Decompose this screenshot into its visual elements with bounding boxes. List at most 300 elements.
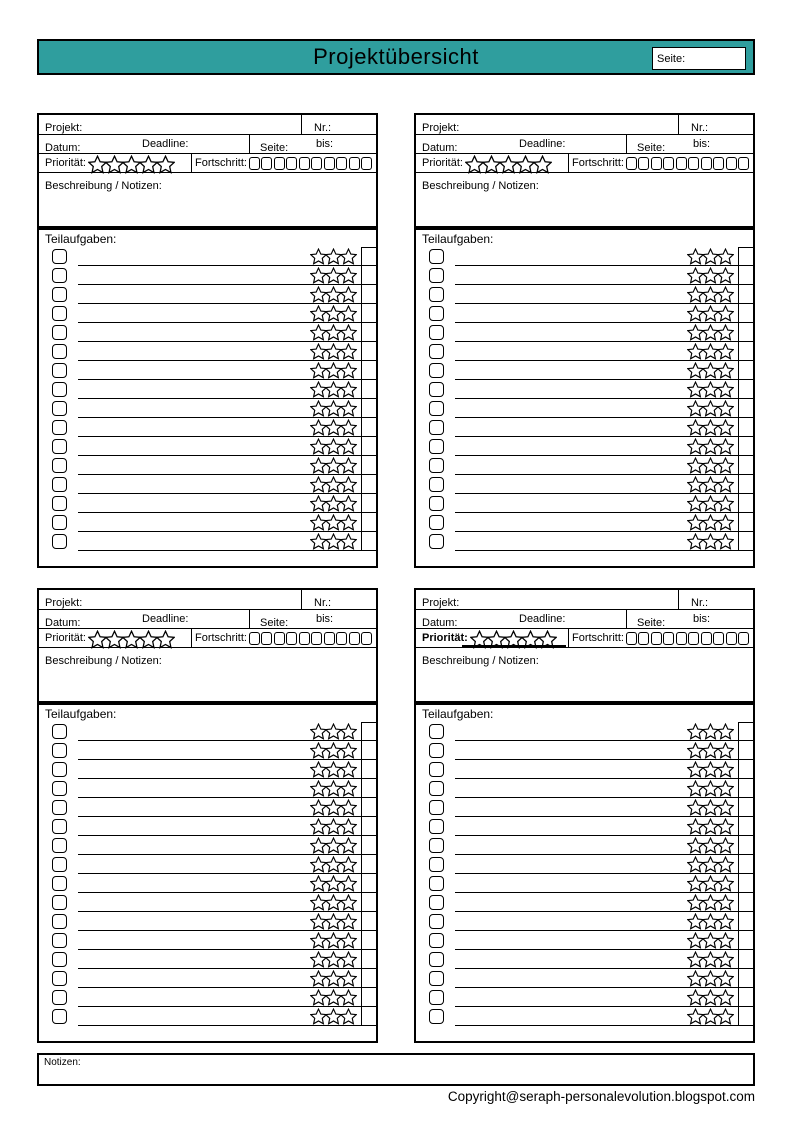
subtask-checkbox[interactable] [52, 401, 67, 416]
description-label: Beschreibung / Notizen: [45, 180, 162, 192]
seite-bis-field[interactable] [626, 610, 753, 628]
subtask-checkbox[interactable] [429, 724, 444, 739]
subtask-done-cell[interactable] [738, 266, 753, 285]
subtask-done-cell[interactable] [361, 380, 376, 399]
subtask-star-rating[interactable] [310, 970, 357, 987]
subtask-checkbox[interactable] [52, 781, 67, 796]
subtask-writing-line[interactable] [455, 550, 739, 551]
subtask-done-cell[interactable] [738, 836, 753, 855]
subtask-done-cell[interactable] [738, 304, 753, 323]
subtask-star-rating[interactable] [310, 362, 357, 379]
progress-checkbox[interactable] [651, 632, 662, 645]
subtask-row [416, 285, 753, 304]
subtask-star-rating[interactable] [687, 343, 734, 360]
subtask-checkbox[interactable] [52, 914, 67, 929]
subtask-done-cell[interactable] [738, 532, 753, 551]
subtask-star-rating[interactable] [687, 780, 734, 797]
subtask-done-cell[interactable] [361, 931, 376, 950]
subtask-done-cell[interactable] [738, 1007, 753, 1026]
subtask-checkbox[interactable] [429, 914, 444, 929]
subtask-done-cell[interactable] [738, 950, 753, 969]
subtask-checkbox[interactable] [429, 268, 444, 283]
subtask-star-rating[interactable] [310, 1008, 357, 1025]
subtask-done-cell[interactable] [738, 418, 753, 437]
subtask-star-rating[interactable] [687, 457, 734, 474]
star-icon [717, 362, 734, 379]
subtask-star-rating[interactable] [687, 286, 734, 303]
subtask-checkbox[interactable] [52, 363, 67, 378]
subtask-checkbox[interactable] [52, 800, 67, 815]
progress-checkbox[interactable] [626, 632, 637, 645]
progress-checkbox[interactable] [274, 632, 285, 645]
subtask-done-cell[interactable] [361, 304, 376, 323]
progress-checkbox[interactable] [274, 157, 285, 170]
subtask-row [416, 266, 753, 285]
subtask-done-cell[interactable] [361, 798, 376, 817]
subtask-row [416, 855, 753, 874]
subtask-star-rating[interactable] [310, 267, 357, 284]
subtask-done-cell[interactable] [361, 532, 376, 551]
subtask-done-cell[interactable] [738, 380, 753, 399]
progress-checkbox[interactable] [676, 632, 687, 645]
subtask-checkbox[interactable] [52, 762, 67, 777]
subtask-done-cell[interactable] [361, 437, 376, 456]
subtask-done-cell[interactable] [738, 456, 753, 475]
subtask-star-rating[interactable] [687, 970, 734, 987]
subtask-done-cell[interactable] [361, 722, 376, 741]
progress-checkbox[interactable] [336, 632, 347, 645]
subtask-done-cell[interactable] [738, 361, 753, 380]
subtask-star-rating[interactable] [310, 913, 357, 930]
subtask-star-rating[interactable] [310, 989, 357, 1006]
subtask-done-cell[interactable] [361, 1007, 376, 1026]
subtask-star-rating[interactable] [687, 761, 734, 778]
subtask-done-cell[interactable] [738, 969, 753, 988]
projekt-field[interactable] [416, 590, 678, 609]
subtask-star-rating[interactable] [310, 457, 357, 474]
subtask-checkbox[interactable] [52, 819, 67, 834]
star-icon [340, 913, 357, 930]
subtask-star-rating[interactable] [310, 286, 357, 303]
nr-field[interactable] [301, 115, 376, 134]
subtask-star-rating[interactable] [310, 533, 357, 550]
seite-bis-field[interactable] [626, 135, 753, 153]
subtask-checkbox[interactable] [429, 800, 444, 815]
subtask-star-rating[interactable] [687, 951, 734, 968]
subtask-done-cell[interactable] [361, 874, 376, 893]
subtask-star-rating[interactable] [310, 856, 357, 873]
subtask-done-cell[interactable] [738, 874, 753, 893]
subtask-done-cell[interactable] [738, 475, 753, 494]
subtask-done-cell[interactable] [738, 798, 753, 817]
progress-checkbox[interactable] [726, 632, 737, 645]
subtask-row [39, 475, 376, 494]
subtask-checkbox[interactable] [429, 781, 444, 796]
progress-checkbox[interactable] [311, 157, 322, 170]
progress-checkbox[interactable] [249, 157, 260, 170]
subtask-done-cell[interactable] [361, 475, 376, 494]
subtask-done-cell[interactable] [361, 285, 376, 304]
subtask-checkbox[interactable] [429, 971, 444, 986]
datum-deadline-field[interactable] [416, 610, 626, 628]
subtask-star-rating[interactable] [687, 932, 734, 949]
progress-checkbox[interactable] [286, 157, 297, 170]
progress-checkbox[interactable] [651, 157, 662, 170]
subtask-star-rating[interactable] [687, 913, 734, 930]
subtask-done-cell[interactable] [361, 988, 376, 1007]
progress-checkboxes[interactable] [626, 157, 751, 170]
subtask-star-rating[interactable] [310, 837, 357, 854]
subtask-done-cell[interactable] [738, 285, 753, 304]
subtask-checkbox[interactable] [429, 249, 444, 264]
notes-box[interactable] [37, 1053, 755, 1086]
subtask-done-cell[interactable] [361, 494, 376, 513]
progress-field [568, 154, 753, 172]
subtask-checkbox[interactable] [429, 287, 444, 302]
subtask-checkbox[interactable] [52, 344, 67, 359]
progress-checkbox[interactable] [261, 632, 272, 645]
subtask-done-cell[interactable] [738, 893, 753, 912]
subtask-done-cell[interactable] [738, 722, 753, 741]
subtask-done-cell[interactable] [361, 760, 376, 779]
subtask-checkbox[interactable] [429, 363, 444, 378]
subtask-done-cell[interactable] [738, 399, 753, 418]
subtask-checkbox[interactable] [429, 876, 444, 891]
subtask-checkbox[interactable] [52, 287, 67, 302]
star-icon [340, 894, 357, 911]
star-icon [717, 875, 734, 892]
subtask-done-cell[interactable] [738, 760, 753, 779]
progress-checkboxes[interactable] [249, 157, 374, 170]
subtask-star-rating[interactable] [687, 894, 734, 911]
subtask-row [416, 475, 753, 494]
priority-star-rating[interactable] [465, 155, 552, 174]
subtask-star-rating[interactable] [687, 837, 734, 854]
subtask-star-rating[interactable] [687, 324, 734, 341]
subtask-checkbox[interactable] [429, 477, 444, 492]
progress-checkbox[interactable] [336, 157, 347, 170]
subtask-done-cell[interactable] [361, 513, 376, 532]
panel-header-box [414, 113, 755, 228]
progress-checkbox[interactable] [626, 157, 637, 170]
progress-checkbox[interactable] [361, 157, 372, 170]
subtask-star-rating[interactable] [310, 894, 357, 911]
progress-checkbox[interactable] [663, 157, 674, 170]
subtask-star-rating[interactable] [687, 533, 734, 550]
subtask-star-rating[interactable] [687, 856, 734, 873]
subtask-star-rating[interactable] [310, 932, 357, 949]
progress-checkbox[interactable] [713, 157, 724, 170]
progress-checkbox[interactable] [261, 157, 272, 170]
progress-checkbox[interactable] [738, 157, 749, 170]
progress-checkboxes[interactable] [626, 632, 751, 645]
panel-header-box [414, 588, 755, 703]
subtask-star-rating[interactable] [310, 381, 357, 398]
subtasks-label: Teilaufgaben: [422, 232, 494, 246]
subtask-writing-line[interactable] [455, 1025, 739, 1026]
subtask-star-rating[interactable] [310, 723, 357, 740]
subtask-done-cell[interactable] [738, 437, 753, 456]
progress-checkbox[interactable] [311, 632, 322, 645]
star-icon [717, 951, 734, 968]
priority-field [39, 154, 191, 172]
progress-checkbox[interactable] [638, 632, 649, 645]
subtask-done-cell[interactable] [738, 817, 753, 836]
subtask-checkbox[interactable] [429, 895, 444, 910]
subtask-row [39, 285, 376, 304]
subtask-star-rating[interactable] [310, 742, 357, 759]
subtask-row [39, 513, 376, 532]
subtask-star-rating[interactable] [687, 476, 734, 493]
subtask-done-cell[interactable] [361, 893, 376, 912]
page-number-field[interactable] [652, 47, 746, 70]
progress-checkbox[interactable] [638, 157, 649, 170]
subtask-done-cell[interactable] [738, 988, 753, 1007]
projekt-field[interactable] [39, 115, 301, 134]
subtask-star-rating[interactable] [687, 495, 734, 512]
subtask-checkbox[interactable] [429, 401, 444, 416]
star-icon [340, 837, 357, 854]
subtask-checkbox[interactable] [429, 515, 444, 530]
progress-checkbox[interactable] [676, 157, 687, 170]
subtask-done-cell[interactable] [738, 855, 753, 874]
subtask-checkbox[interactable] [429, 458, 444, 473]
subtask-row [416, 893, 753, 912]
star-icon [717, 723, 734, 740]
subtask-star-rating[interactable] [310, 761, 357, 778]
subtask-checkbox[interactable] [429, 762, 444, 777]
subtask-done-cell[interactable] [361, 950, 376, 969]
subtask-checkbox[interactable] [429, 952, 444, 967]
subtask-star-rating[interactable] [310, 343, 357, 360]
subtask-star-rating[interactable] [687, 742, 734, 759]
subtask-done-cell[interactable] [738, 247, 753, 266]
subtask-checkbox[interactable] [429, 819, 444, 834]
subtask-done-cell[interactable] [361, 836, 376, 855]
subtask-checkbox[interactable] [52, 1009, 67, 1024]
subtask-checkbox[interactable] [429, 857, 444, 872]
progress-checkbox[interactable] [299, 632, 310, 645]
subtask-checkbox[interactable] [52, 306, 67, 321]
subtask-checkbox[interactable] [52, 895, 67, 910]
subtask-checkbox[interactable] [52, 420, 67, 435]
datum-deadline-field[interactable] [39, 135, 249, 153]
subtask-done-cell[interactable] [361, 855, 376, 874]
subtask-row [39, 874, 376, 893]
subtask-checkbox[interactable] [429, 838, 444, 853]
notes-label: Notizen: [44, 1057, 81, 1068]
subtask-done-cell[interactable] [361, 361, 376, 380]
progress-checkbox[interactable] [349, 157, 360, 170]
subtasks-label: Teilaufgaben: [422, 707, 494, 721]
nr-field[interactable] [301, 590, 376, 609]
subtask-star-rating[interactable] [310, 438, 357, 455]
subtask-checkbox[interactable] [429, 990, 444, 1005]
projekt-label: Projekt: [45, 597, 83, 609]
subtask-done-cell[interactable] [361, 399, 376, 418]
seite-bis-field[interactable] [249, 610, 376, 628]
subtask-star-rating[interactable] [310, 248, 357, 265]
subtask-checkbox[interactable] [429, 344, 444, 359]
subtask-done-cell[interactable] [361, 969, 376, 988]
subtask-done-cell[interactable] [738, 931, 753, 950]
subtask-row [39, 912, 376, 931]
subtask-star-rating[interactable] [687, 799, 734, 816]
subtask-checkbox[interactable] [429, 933, 444, 948]
progress-checkbox[interactable] [688, 157, 699, 170]
progress-checkbox[interactable] [738, 632, 749, 645]
seite-bis-field[interactable] [249, 135, 376, 153]
subtask-checkbox[interactable] [52, 838, 67, 853]
subtask-done-cell[interactable] [738, 323, 753, 342]
subtask-writing-line[interactable] [78, 550, 362, 551]
subtask-star-rating[interactable] [687, 400, 734, 417]
subtask-star-rating[interactable] [687, 818, 734, 835]
subtask-checkbox[interactable] [429, 439, 444, 454]
subtask-done-cell[interactable] [361, 817, 376, 836]
subtask-star-rating[interactable] [687, 419, 734, 436]
projekt-field[interactable] [39, 590, 301, 609]
subtask-star-rating[interactable] [310, 514, 357, 531]
star-icon [717, 932, 734, 949]
projekt-field[interactable] [416, 115, 678, 134]
subtask-star-rating[interactable] [310, 495, 357, 512]
subtask-done-cell[interactable] [738, 779, 753, 798]
progress-checkbox[interactable] [324, 632, 335, 645]
progress-checkbox[interactable] [713, 632, 724, 645]
subtask-star-rating[interactable] [687, 514, 734, 531]
datum-deadline-field[interactable] [39, 610, 249, 628]
subtask-checkbox[interactable] [52, 724, 67, 739]
subtask-star-rating[interactable] [687, 875, 734, 892]
subtask-done-cell[interactable] [361, 342, 376, 361]
subtask-done-cell[interactable] [361, 779, 376, 798]
subtask-done-cell[interactable] [361, 456, 376, 475]
subtask-star-rating[interactable] [687, 248, 734, 265]
subtask-checkbox[interactable] [52, 458, 67, 473]
progress-checkbox[interactable] [701, 157, 712, 170]
subtask-checkbox[interactable] [429, 420, 444, 435]
subtask-checkbox[interactable] [52, 382, 67, 397]
progress-checkbox[interactable] [349, 632, 360, 645]
description-field[interactable] [39, 173, 376, 194]
page-number-label: Seite: [657, 52, 686, 65]
subtask-star-rating[interactable] [310, 305, 357, 322]
progress-checkbox[interactable] [701, 632, 712, 645]
subtask-star-rating[interactable] [310, 951, 357, 968]
star-icon [717, 305, 734, 322]
subtask-checkbox[interactable] [52, 534, 67, 549]
subtask-row [39, 456, 376, 475]
subtask-writing-line[interactable] [78, 1025, 362, 1026]
progress-checkbox[interactable] [663, 632, 674, 645]
subtask-checkbox[interactable] [52, 325, 67, 340]
priority-star-rating[interactable] [88, 155, 175, 174]
star-icon [717, 343, 734, 360]
subtask-done-cell[interactable] [738, 513, 753, 532]
subtask-star-rating[interactable] [310, 400, 357, 417]
subtask-done-cell[interactable] [738, 494, 753, 513]
subtask-done-cell[interactable] [361, 912, 376, 931]
subtask-checkbox[interactable] [52, 268, 67, 283]
subtask-star-rating[interactable] [687, 381, 734, 398]
subtask-done-cell[interactable] [361, 323, 376, 342]
subtask-star-rating[interactable] [687, 989, 734, 1006]
subtask-checkbox[interactable] [429, 1009, 444, 1024]
progress-checkbox[interactable] [361, 632, 372, 645]
description-field[interactable] [39, 648, 376, 669]
subtask-checkbox[interactable] [52, 439, 67, 454]
subtask-star-rating[interactable] [310, 799, 357, 816]
subtask-checkbox[interactable] [52, 249, 67, 264]
subtask-star-rating[interactable] [310, 419, 357, 436]
subtask-checkbox[interactable] [429, 306, 444, 321]
subtask-checkbox[interactable] [52, 971, 67, 986]
page-title: Projektübersicht [313, 44, 479, 69]
subtask-star-rating[interactable] [687, 362, 734, 379]
datum-deadline-field[interactable] [416, 135, 626, 153]
subtask-star-rating[interactable] [310, 780, 357, 797]
progress-checkbox[interactable] [249, 632, 260, 645]
subtask-checkbox[interactable] [52, 477, 67, 492]
subtask-done-cell[interactable] [361, 418, 376, 437]
description-field[interactable] [416, 648, 753, 669]
priority-star-rating[interactable] [88, 630, 175, 649]
subtask-checkbox[interactable] [429, 325, 444, 340]
subtask-done-cell[interactable] [738, 912, 753, 931]
subtask-checkbox[interactable] [52, 515, 67, 530]
subtask-star-rating[interactable] [310, 875, 357, 892]
subtask-checkbox[interactable] [52, 933, 67, 948]
progress-checkboxes[interactable] [249, 632, 374, 645]
subtask-checkbox[interactable] [52, 857, 67, 872]
subtask-checkbox[interactable] [52, 876, 67, 891]
progress-checkbox[interactable] [286, 632, 297, 645]
subtask-checkbox[interactable] [52, 496, 67, 511]
subtask-checkbox[interactable] [52, 952, 67, 967]
subtask-checkbox[interactable] [52, 743, 67, 758]
progress-checkbox[interactable] [726, 157, 737, 170]
subtask-done-cell[interactable] [361, 741, 376, 760]
subtask-star-rating[interactable] [687, 267, 734, 284]
subtask-star-rating[interactable] [687, 438, 734, 455]
progress-checkbox[interactable] [688, 632, 699, 645]
subtask-done-cell[interactable] [361, 247, 376, 266]
subtask-star-rating[interactable] [310, 476, 357, 493]
description-field[interactable] [416, 173, 753, 194]
subtask-checkbox[interactable] [429, 534, 444, 549]
subtask-star-rating[interactable] [687, 305, 734, 322]
progress-checkbox[interactable] [324, 157, 335, 170]
subtask-row [416, 361, 753, 380]
star-icon [717, 989, 734, 1006]
nr-field[interactable] [678, 590, 753, 609]
subtask-done-cell[interactable] [738, 741, 753, 760]
star-icon [717, 799, 734, 816]
progress-checkbox[interactable] [299, 157, 310, 170]
nr-field[interactable] [678, 115, 753, 134]
subtask-checkbox[interactable] [52, 990, 67, 1005]
subtask-done-cell[interactable] [738, 342, 753, 361]
subtask-checkbox[interactable] [429, 382, 444, 397]
subtask-star-rating[interactable] [687, 1008, 734, 1025]
subtask-star-rating[interactable] [687, 723, 734, 740]
subtask-star-rating[interactable] [310, 324, 357, 341]
subtask-star-rating[interactable] [310, 818, 357, 835]
subtask-done-cell[interactable] [361, 266, 376, 285]
subtask-checkbox[interactable] [429, 743, 444, 758]
subtask-checkbox[interactable] [429, 496, 444, 511]
